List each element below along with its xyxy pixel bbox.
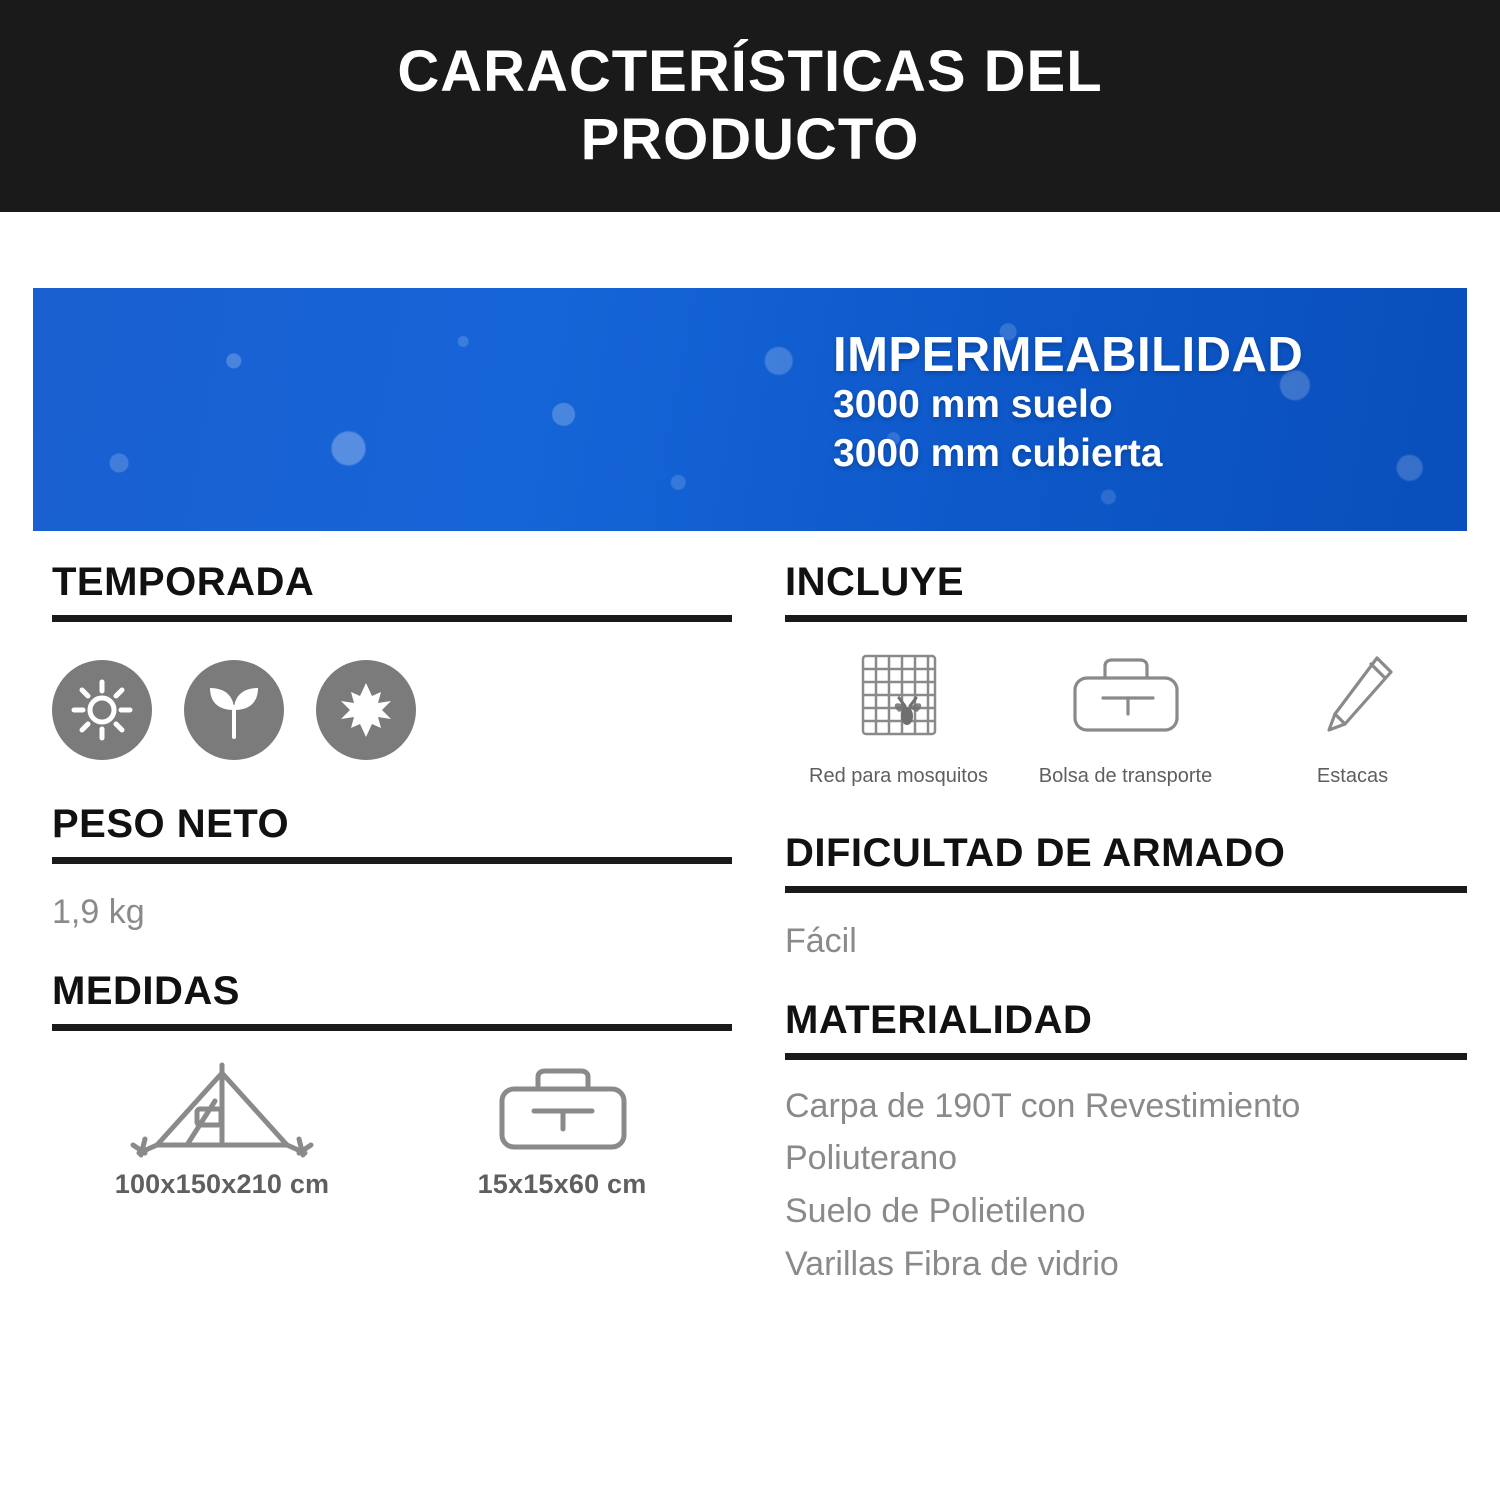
include-item-carry-bag — [1012, 648, 1239, 789]
duffel-bag-icon — [482, 1061, 642, 1159]
section-title-incluye: INCLUYE — [785, 560, 965, 604]
waterproof-banner-text — [833, 330, 1303, 479]
divider — [785, 1053, 1467, 1060]
include-label-stakes: Estacas — [1316, 765, 1389, 787]
includes-row — [785, 648, 1467, 789]
tent-icon — [111, 1061, 333, 1159]
waterproof-title: IMPERMEABILIDAD — [833, 328, 1304, 382]
include-label-mosquito-net: Red para mosquitos — [809, 765, 988, 787]
section-title-medidas: MEDIDAS — [52, 968, 240, 1013]
maple-leaf-icon — [316, 660, 416, 760]
measure-value-bag: 15x15x60 cm — [477, 1168, 647, 1199]
section-medidas — [52, 969, 732, 1200]
measure-value-tent: 100x150x210 cm — [114, 1168, 330, 1199]
leaf-icon — [184, 660, 284, 760]
include-label-carry-bag: Bolsa de transporte — [1038, 765, 1213, 787]
material-line-2: Suelo de Polietileno — [785, 1192, 1086, 1231]
measure-row — [52, 1061, 732, 1200]
section-title-peso-neto: PESO NETO — [52, 802, 290, 846]
peso-neto-value: 1,9 kg — [52, 893, 145, 931]
season-icon-row — [52, 660, 732, 760]
section-temporada — [52, 560, 732, 760]
include-item-stakes — [1239, 648, 1466, 789]
include-item-mosquito-net — [785, 648, 1012, 789]
waterproof-fly-value: 3000 mm cubierta — [833, 432, 1163, 476]
dificultad-value: Fácil — [785, 922, 857, 960]
divider — [785, 615, 1467, 622]
divider — [785, 886, 1467, 893]
waterproof-floor-value: 3000 mm suelo — [833, 383, 1113, 427]
waterproof-banner — [33, 288, 1467, 531]
stake-icon — [1301, 648, 1405, 752]
right-column — [785, 560, 1467, 1290]
section-materialidad — [785, 998, 1467, 1291]
divider — [52, 615, 732, 622]
divider — [52, 857, 732, 864]
material-line-3: Varillas Fibra de vidrio — [785, 1244, 1119, 1283]
page-header — [0, 0, 1500, 212]
mosquito-net-icon — [847, 648, 951, 752]
left-column — [52, 560, 732, 1200]
measure-item-bag — [392, 1061, 732, 1200]
section-title-materialidad: MATERIALIDAD — [785, 997, 1093, 1042]
sun-icon — [52, 660, 152, 760]
divider — [52, 1024, 732, 1031]
material-line-1: Carpa de 190T con Revestimiento Poliuterano — [785, 1086, 1301, 1178]
section-title-temporada: TEMPORADA — [52, 560, 315, 604]
carry-bag-icon — [1061, 648, 1191, 752]
section-dificultad — [785, 831, 1467, 968]
section-title-dificultad: DIFICULTAD DE ARMADO — [785, 831, 1286, 875]
measure-item-tent — [52, 1061, 392, 1200]
section-peso-neto — [52, 802, 732, 939]
page-title: CARACTERÍSTICAS DEL PRODUCTO — [397, 38, 1103, 172]
section-incluye — [785, 560, 1467, 789]
